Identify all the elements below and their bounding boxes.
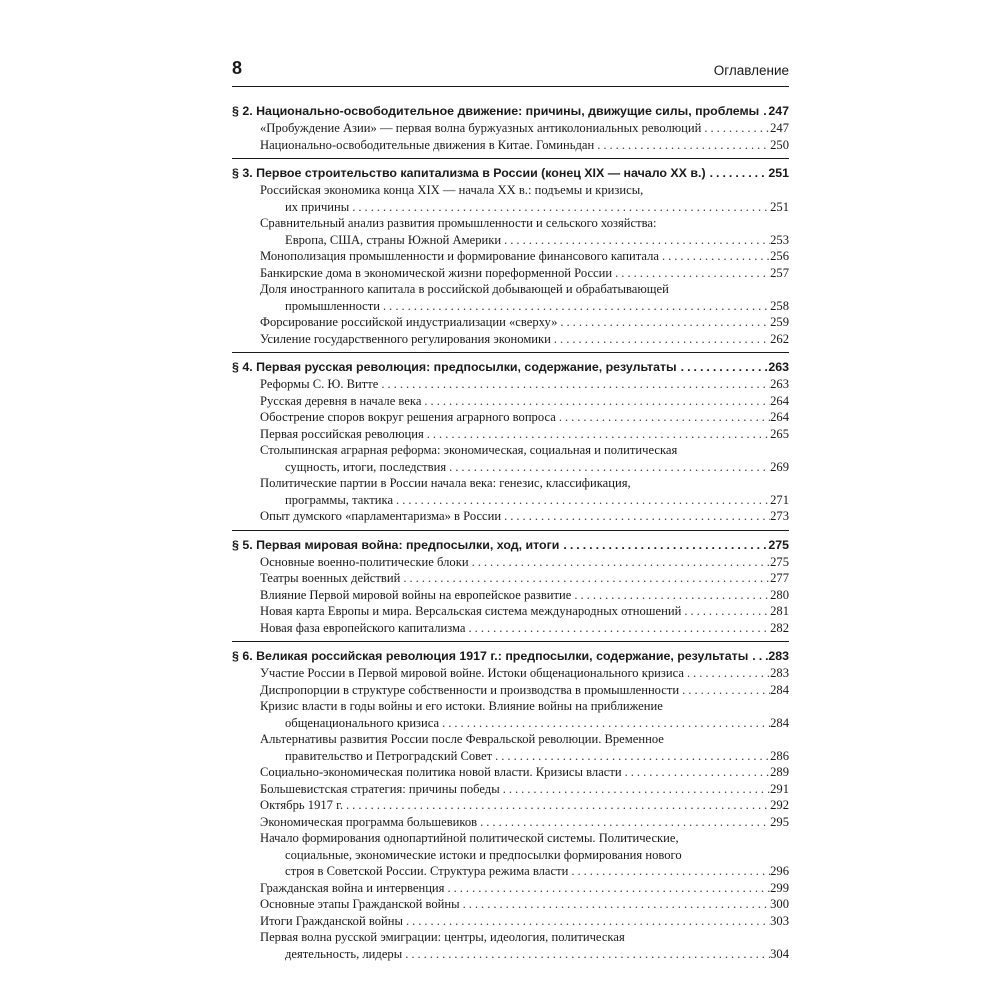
section-heading[interactable] [232,537,789,554]
entry-page-number: 258 [770,298,789,313]
entry-last-line [260,797,789,814]
page-number: 8 [232,58,243,78]
entry-last-line [260,298,789,315]
toc-entry[interactable] [260,137,789,154]
dot-leader [444,880,770,897]
entry-text-line: Основные этапы Гражданской войны [260,897,460,911]
entry-page-number: 292 [770,798,789,812]
entry-text-line: Форсирование российской индустриализации «сверху» [260,315,558,329]
entry-text-line: Экономическая программа большевиков [260,814,478,829]
entry-text-line: Европа, США, страны Южной Америки [285,232,502,247]
entry-page-number: 281 [770,604,789,618]
entry-page-number: 284 [770,682,789,697]
entry-last-line [260,946,789,963]
entry-page-number: 286 [770,748,789,763]
entry-page-number: 271 [770,492,789,507]
dot-leader [469,554,771,571]
entry-last-line [260,863,789,880]
toc-entry[interactable] [260,830,789,880]
entry-last-line [260,508,789,525]
entry-last-line [260,331,789,348]
dot-leader [380,298,770,315]
entry-last-line [260,232,789,249]
entry-last-line [260,587,789,604]
toc-entry[interactable] [260,896,789,913]
toc-entry[interactable] [260,665,789,682]
entry-page-number: 247 [770,121,789,135]
entry-last-line [260,265,789,282]
entry-text-line: Гражданская война и интервенция [260,880,445,895]
entry-text-line: Сравнительный анализ развития промышленности и сельского хозяйства: [260,216,657,230]
entry-text-line: «Пробуждение Азии» — первая волна буржуазных антиколониальных революций [260,121,702,135]
entry-page-number: 251 [770,199,789,214]
entry-page-number: 269 [770,459,789,474]
entry-page-number: 273 [770,509,789,523]
toc-entry[interactable] [260,265,789,282]
entry-page-number: 295 [770,814,789,829]
entry-text-line: Основные военно-политические блоки [260,554,469,569]
entry-last-line [260,570,789,587]
entry-text-line: деятельность, лидеры [285,946,403,961]
entry-text-line: общенационального кризиса [285,715,440,730]
entry-text-line: Кризис власти в годы войны и его истоки. Влияние войны на приближение [260,699,663,713]
entry-text-line: Большевистская стратегия: причины победы [260,781,500,796]
toc-entry[interactable] [260,331,789,348]
dot-leader [559,537,768,554]
toc-entry[interactable] [260,409,789,426]
dot-leader [748,648,768,665]
entry-text-line: Столыпинская аграрная реформа: экономическая, социальная и политическая [260,443,678,457]
dot-leader [557,314,770,331]
entry-page-number: 291 [770,781,789,796]
entry-page-number: 280 [770,587,789,602]
dot-leader [393,492,770,509]
entry-page-number: 300 [770,897,789,911]
entry-last-line [260,814,789,831]
toc-entry[interactable] [260,248,789,265]
toc-entry[interactable] [260,570,789,587]
entry-last-line [260,409,789,426]
toc-entry[interactable] [260,120,789,137]
entry-text-line: Участие России в Первой мировой войне. Истоки общенационального кризиса [260,666,684,680]
entry-page-number: 265 [770,426,789,441]
entry-text-line: Политические партии в России начала века: генезис, классификация, [260,476,631,490]
dot-leader [439,715,770,732]
section-title: § 6. Великая российская революция 1917 г.: предпосылки, содержание, результаты [232,649,749,663]
toc-entry[interactable] [260,682,789,699]
entry-last-line [260,314,789,331]
entry-page-number: 275 [770,554,789,569]
entry-page-number: 256 [770,249,789,263]
entry-last-line [260,426,789,443]
entry-text-line: Октябрь 1917 г. [260,798,344,812]
toc-entry[interactable] [260,442,789,475]
entry-last-line [260,492,789,509]
entry-text-line: Влияние Первой мировой войны на европейское развитие [260,587,572,602]
entry-text-line: программы, тактика [285,492,394,507]
dot-leader [571,587,770,604]
entry-text-line: Начало формирования однопартийной политической системы. Политические, [260,831,679,845]
section-heading[interactable] [232,648,789,665]
entry-last-line [260,913,789,930]
dot-leader [349,199,770,216]
entry-last-line [260,764,789,781]
toc-entry[interactable] [260,620,789,637]
dot-leader [477,814,770,831]
entry-text-line: Социально-экономическая политика новой власти. Кризисы власти [260,765,622,779]
dot-leader [594,137,770,154]
entry-page-number: 253 [770,232,789,247]
header-rule [232,86,789,87]
dot-leader [759,103,768,120]
entry-text-line: строя в Советской России. Структура режима власти [285,864,569,878]
section-title: § 4. Первая русская революция: предпосылки, содержание, результаты [232,360,677,374]
dot-leader [424,426,770,443]
dot-leader [701,120,770,137]
toc-section [232,641,789,962]
dot-leader [446,459,770,476]
entry-text-line: Российская экономика конца XIX — начала XX в.: подъемы и кризисы, [260,183,644,197]
dot-leader [403,913,770,930]
toc-section [232,158,789,347]
entry-last-line [260,120,789,137]
toc-entry[interactable] [260,731,789,764]
entry-last-line [260,199,789,216]
entry-text-line: их причины [285,199,350,214]
entry-text-line: Первая российская революция [260,426,424,441]
section-page-number: 263 [768,360,789,374]
entry-last-line [260,603,789,620]
dot-leader [500,781,770,798]
toc-entry[interactable] [260,781,789,798]
entry-page-number: 262 [770,331,789,346]
entry-page-number: 264 [770,410,789,424]
toc-entry[interactable] [260,281,789,314]
dot-leader [679,682,770,699]
entry-page-number: 304 [770,946,789,961]
entry-page-number: 257 [770,265,789,280]
entry-text-line: Монополизация промышленности и формирование финансового капитала [260,249,659,263]
section-heading[interactable] [232,359,789,376]
entry-last-line [260,620,789,637]
entry-page-number: 283 [770,666,789,680]
toc-entry[interactable] [260,508,789,525]
section-heading[interactable] [232,103,789,120]
toc-section [232,352,789,525]
entry-page-number: 299 [770,880,789,895]
toc-entry[interactable] [260,929,789,962]
dot-leader [421,393,770,410]
dot-leader [378,376,770,393]
dot-leader [460,896,771,913]
section-page-number: 283 [768,649,789,663]
toc-entry[interactable] [260,393,789,410]
entry-last-line [260,781,789,798]
entry-text-line: Альтернативы развития России после Февральской революции. Временное [260,732,664,746]
toc-entry[interactable] [260,376,789,393]
entry-last-line [260,459,789,476]
entry-last-line [260,896,789,913]
toc-entry[interactable] [260,554,789,571]
entry-page-number: 303 [770,913,789,928]
entry-text-line: промышленности [285,298,381,313]
entry-last-line [260,748,789,765]
entry-text-line: Первая волна русской эмиграции: центры, идеология, политическая [260,930,625,944]
entry-last-line [260,376,789,393]
dot-leader [466,620,771,637]
toc-entry[interactable] [260,913,789,930]
entry-last-line [260,248,789,265]
entry-page-number: 259 [770,315,789,329]
entry-text-line: Русская деревня в начале века [260,393,422,408]
toc-section [232,530,789,637]
toc-entry[interactable] [260,814,789,831]
dot-leader [492,748,770,765]
entry-page-number: 296 [770,864,789,878]
dot-leader [622,764,770,781]
dot-leader [681,603,770,620]
toc-entry[interactable] [260,698,789,731]
toc-entry[interactable] [260,215,789,248]
toc-entry[interactable] [260,797,789,814]
dot-leader [400,570,770,587]
entry-page-number: 289 [770,765,789,779]
toc-entry[interactable] [260,603,789,620]
table-of-contents [232,100,789,962]
entry-text-line: Обострение споров вокруг решения аграрного вопроса [260,410,556,424]
entry-last-line [260,880,789,897]
section-title: § 5. Первая мировая война: предпосылки, ход, итоги [232,537,560,552]
entry-text-line: Усиление государственного регулирования экономики [260,331,551,346]
entry-last-line [260,137,789,154]
entry-page-number: 282 [770,620,789,635]
dot-leader [677,359,769,376]
toc-entry[interactable] [260,880,789,897]
entry-page-number: 250 [770,137,789,152]
dot-leader [343,797,770,814]
toc-entry[interactable] [260,475,789,508]
entry-text-line: социальные, экономические истоки и предпосылки формирования нового [285,847,682,862]
dot-leader [568,863,770,880]
section-page-number: 247 [768,104,789,118]
dot-leader [402,946,770,963]
entry-text-line: Опыт думского «парламентаризма» в России [260,509,502,523]
dot-leader [659,248,770,265]
dot-leader [706,165,769,182]
section-title: § 3. Первое строительство капитализма в России (конец XIX — начало XX в.) [232,166,706,180]
dot-leader [551,331,770,348]
section-title: § 2. Национально-освободительное движение: причины, движущие силы, проблемы [232,104,760,118]
toc-entry[interactable] [260,182,789,215]
dot-leader [501,232,770,249]
section-page-number: 275 [768,537,789,552]
entry-text-line: Итоги Гражданской войны [260,913,403,928]
entry-text-line: Диспропорции в структуре собственности и производства в промышленности [260,682,680,697]
entry-last-line [260,393,789,410]
entry-text-line: сущность, итоги, последствия [285,459,447,474]
entry-text-line: правительство и Петроградский Совет [285,748,493,763]
entry-page-number: 277 [770,571,789,585]
entry-text-line: Реформы С. Ю. Витте [260,377,379,391]
entry-last-line [260,665,789,682]
dot-leader [684,665,770,682]
section-heading[interactable] [232,165,789,182]
entry-text-line: Доля иностранного капитала в российской добывающей и обрабатывающей [260,282,669,296]
dot-leader [556,409,770,426]
entry-last-line [260,715,789,732]
section-page-number: 251 [768,166,789,180]
toc-entry[interactable] [260,314,789,331]
running-head: Оглавление [713,63,789,78]
entry-last-line [260,554,789,571]
toc-entry[interactable] [260,764,789,781]
dot-leader [612,265,770,282]
entry-page-number: 263 [770,377,789,391]
toc-entry[interactable] [260,587,789,604]
toc-entry[interactable] [260,426,789,443]
entry-text-line: Национально-освободительные движения в Китае. Гоминьдан [260,137,595,152]
dot-leader [501,508,770,525]
entry-text-line: Банкирские дома в экономической жизни пореформенной России [260,265,613,280]
entry-page-number: 284 [770,715,789,730]
entry-page-number: 264 [770,393,789,408]
entry-text-line: Театры военных действий [260,571,401,585]
entry-last-line [260,682,789,699]
entry-text-line: Новая карта Европы и мира. Версальская система международных отношений [260,604,682,618]
entry-text-line: Новая фаза европейского капитализма [260,620,466,635]
toc-section [232,100,789,153]
